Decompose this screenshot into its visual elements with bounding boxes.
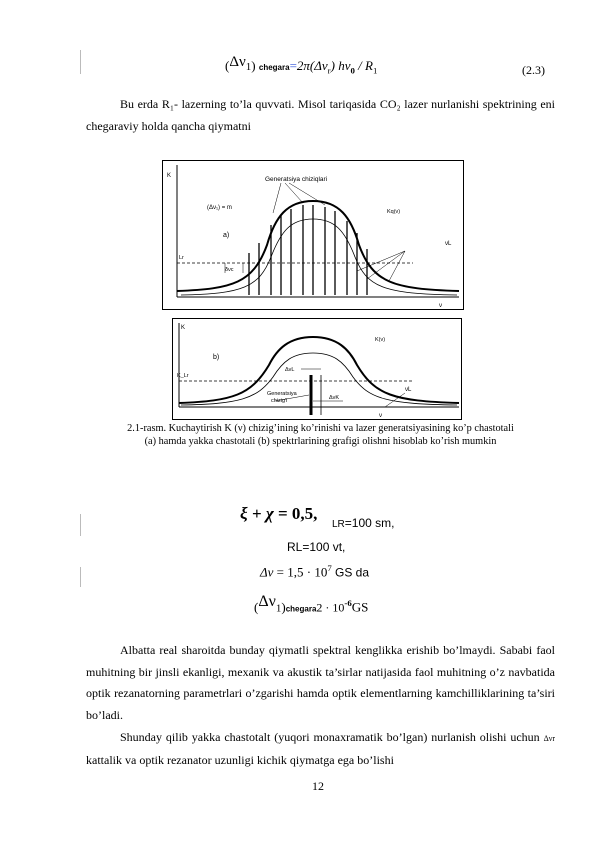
eq-rhs-sub0: 0 [350, 65, 355, 76]
paragraph-2: Albatta real sharoitda bunday qiymatli spektral kenglikka erishib bo’lmaydi. Sababi faol muhitning bir jinsli ekanligi, mexanik va akustik ta’sirlar natijasida faol muhitning o’z navbatida optik rezanatorning parametrlari o’zgarishi hamda optik elementlarning kamchilliklarining ta’siri bo’ladi. [86, 643, 555, 722]
res-sub1: 1 [275, 602, 282, 615]
given-rl [287, 540, 345, 554]
label-b: b) [213, 354, 220, 361]
margin-mark [80, 514, 81, 536]
paragraph-1: Bu erda R₁- lazerning to’la quvvati. Misol tariqasida CO₂ lazer nurlanishi spektrining eni chegaraviy holda qancha qiymatni [86, 97, 555, 133]
rl-value: =100 vt, [302, 540, 346, 554]
gen-lines-label: Generatsiya chiziqlari [265, 176, 328, 183]
given-xi-chi [240, 504, 317, 524]
dnu-value: = 1,5 · 10 [276, 564, 328, 580]
bottom-nu-l-label: νL [405, 387, 412, 393]
paragraph-3: Shunday qilib yakka chastotalt (yuqori monaxramatik bo’lgan) nurlanish olishi uchun Δνr kattalik va optik rezanator uzunligi kichik qiymatga ega bo’lishi [86, 730, 556, 767]
res-open: ( [254, 599, 259, 615]
gen-line-label-1: Generatsiya [267, 391, 297, 397]
delta-nu-k-label: ΔνK [329, 395, 340, 401]
eq-rhs-sub1: 1 [372, 65, 378, 76]
margin-mark [80, 567, 81, 587]
figure-top-plot [163, 161, 463, 309]
dnu-symbol: Δν [260, 564, 274, 580]
bottom-axis-label: K [181, 325, 186, 331]
res-close: ) [281, 599, 286, 615]
figure-bottom-plot [173, 319, 461, 419]
margin-mark [80, 50, 81, 74]
lr-symbol: LR [332, 519, 345, 530]
kv-label: Kq(ν) [387, 209, 401, 215]
nu-l-label: νL [445, 241, 452, 247]
delta-nu-r-symbol: Δνr [543, 734, 556, 743]
equation-number: (2.3) [522, 63, 545, 77]
dnu-unit: GS da [335, 565, 370, 580]
dnu-exp: 7 [327, 563, 332, 573]
figure-caption [86, 422, 555, 448]
nu-axis-label: ν [439, 303, 442, 309]
res-exp: -6 [344, 598, 352, 608]
eq-rhs-end: / R [358, 58, 373, 73]
result-equation [254, 593, 369, 616]
eq-close: ) [251, 58, 256, 73]
xi-chi: ξ + χ [240, 504, 274, 523]
rl-symbol: RL [287, 540, 303, 554]
bottom-kv-label: K(ν) [375, 337, 386, 343]
eq-rhs: 2π(Δν [296, 58, 328, 73]
figure-2-1 [162, 160, 464, 310]
eq-sub-chegara: chegara [258, 63, 290, 72]
res-sub: chegara [285, 604, 317, 614]
eq-rhs-mid: ) hν [330, 58, 351, 73]
equation-2-3 [225, 54, 378, 76]
top-axis-label: K [167, 173, 172, 179]
figure-2-1-bottom [172, 318, 462, 420]
eq-delta-nu: Δν [229, 54, 246, 70]
eq-sub1: 1 [245, 61, 252, 73]
caption-line-2: (a) hamda yakka chastotali (b) spektrlarining grafigi olishni hisoblab ko’rish mumkin [144, 436, 497, 447]
k-lr-label: K_Lr [177, 373, 189, 379]
eq-rhs-sub: r [327, 65, 331, 76]
lr-label: Lr [179, 255, 184, 261]
caption-line-1: 2.1-rasm. Kuchaytirish K (ν) chizig’ining ko’rinishi va lazer generatsiyasining ko’p chastotali [127, 423, 514, 434]
label-a: a) [223, 232, 230, 239]
page-number: 12 [312, 779, 324, 793]
res-value: 2 · 10 [316, 600, 345, 615]
eq-equals: = [289, 58, 297, 73]
given-delta-nu [260, 563, 369, 580]
xi-chi-value: = 0,5, [277, 504, 318, 523]
delta-nu-c-label: δνc [225, 267, 234, 273]
res-delta-nu: Δν [258, 593, 276, 611]
gen-line-label-2: chizig'i [271, 398, 288, 404]
lr-value: =100 sm, [344, 516, 395, 530]
res-unit: GS [351, 599, 369, 615]
bottom-nu-axis-label: ν [379, 413, 382, 419]
delta-nu-m-label: (Δν₁) = m [207, 205, 232, 211]
delta-nu-l-label: ΔνL [285, 367, 295, 373]
eq-open: ( [225, 58, 230, 73]
given-lr [332, 516, 395, 531]
